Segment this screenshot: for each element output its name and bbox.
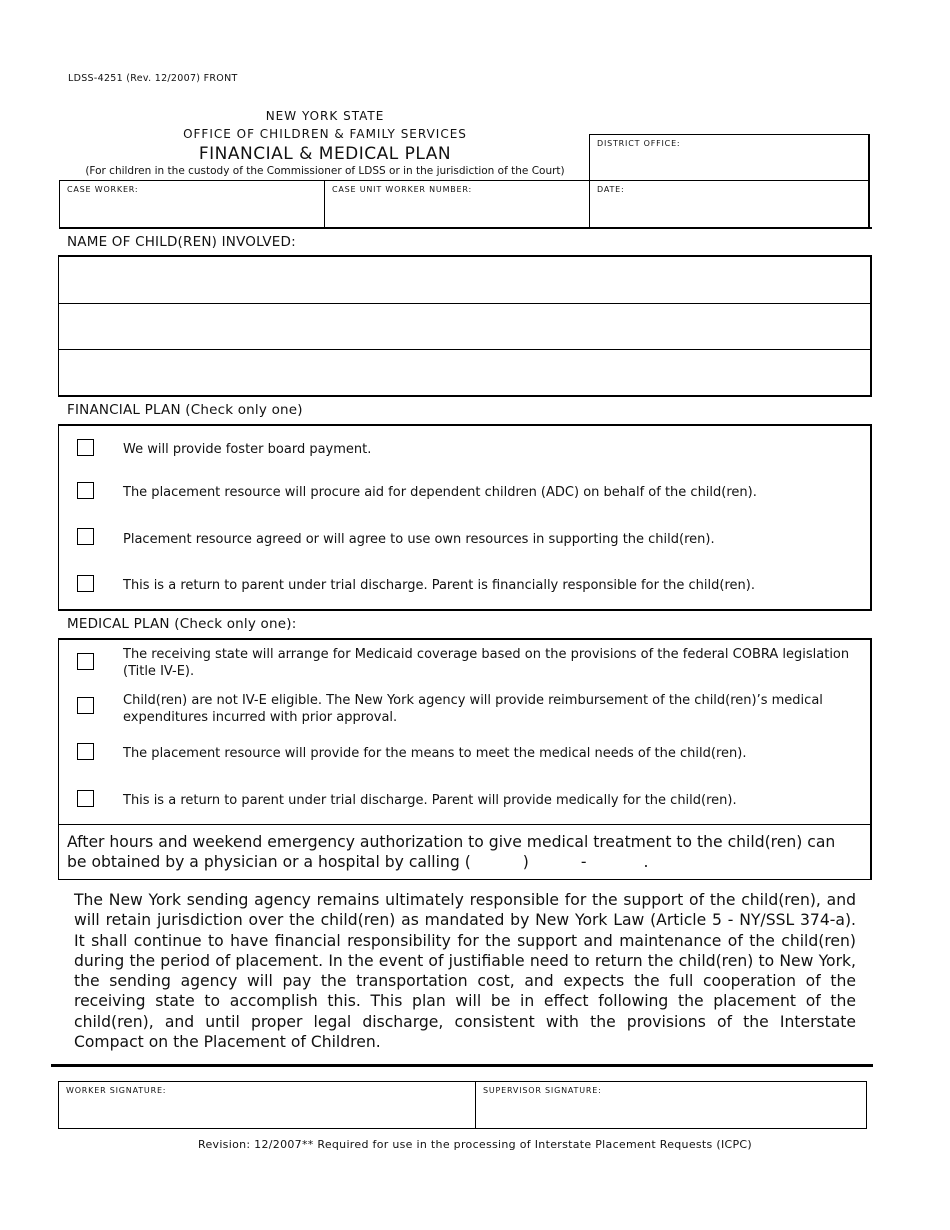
financial-option-2-checkbox[interactable] [77, 482, 94, 499]
children-table [58, 255, 872, 397]
phone-close-paren: ) [522, 853, 529, 871]
responsibility-paragraph: The New York sending agency remains ultimately responsible for the support of the child(ren), and will retain jurisdiction over the child(ren) as mandated by New York Law (Article 5 - NY/SSL 374-a). It shall continue to have financial responsibility for the support and maintenance of the child(ren) during the period of placement. In the event of justifiable need to return the child(ren) to New York, the sending agency will pay the transportation cost, and expects the full cooperation of the receiving state to accomplish this. This plan will be in effect following the placement of the child(ren), and until proper legal discharge, consistent with the provisions of the Interstate Compact on the Placement of Children. [74, 891, 856, 1052]
emergency-text-line2 [67, 853, 648, 871]
district-office-label: DISTRICT OFFICE: [597, 139, 681, 148]
section-divider [51, 1064, 873, 1067]
financial-option-2-label: The placement resource will procure aid for dependent children (ADC) on behalf of the child(ren). [123, 485, 757, 500]
case-worker-field[interactable] [59, 180, 325, 228]
child-name-row[interactable] [59, 349, 870, 395]
emergency-phone-prompt: be obtained by a physician or a hospital by calling ( [67, 853, 471, 871]
child-name-row[interactable] [59, 303, 870, 350]
worker-signature-field[interactable] [58, 1081, 476, 1129]
child-name-row[interactable] [59, 257, 870, 304]
district-office-field[interactable] [589, 134, 870, 181]
case-unit-worker-number-label: CASE UNIT WORKER NUMBER: [332, 185, 473, 194]
medical-option-4-label: This is a return to parent under trial discharge. Parent will provide medically for the child(ren). [123, 793, 737, 808]
financial-option-1-checkbox[interactable] [77, 439, 94, 456]
medical-option-3-checkbox[interactable] [77, 743, 94, 760]
supervisor-signature-label: SUPERVISOR SIGNATURE: [483, 1086, 602, 1095]
medical-plan-box [58, 638, 872, 880]
emergency-text-line1: After hours and weekend emergency authorization to give medical treatment to the child(ren) can [67, 833, 836, 851]
medical-option-1-checkbox[interactable] [77, 653, 94, 670]
worker-signature-label: WORKER SIGNATURE: [66, 1086, 167, 1095]
medical-option-4-checkbox[interactable] [77, 790, 94, 807]
supervisor-signature-field[interactable] [475, 1081, 867, 1129]
emergency-section [59, 824, 870, 879]
footer-revision-note: Revision: 12/2007** Required for use in the processing of Interstate Placement Requests (ICPC) [198, 1138, 752, 1151]
financial-plan-box [58, 424, 872, 611]
form-id: LDSS-4251 (Rev. 12/2007) FRONT [68, 73, 238, 84]
date-field[interactable] [589, 180, 870, 228]
financial-option-3-checkbox[interactable] [77, 528, 94, 545]
phone-period: . [643, 853, 649, 871]
case-unit-worker-number-field[interactable] [324, 180, 590, 228]
case-worker-label: CASE WORKER: [67, 185, 139, 194]
financial-option-1-label: We will provide foster board payment. [123, 442, 372, 457]
medical-option-3-label: The placement resource will provide for the means to meet the medical needs of the child(ren). [123, 746, 747, 761]
financial-option-4-label: This is a return to parent under trial discharge. Parent is financially responsible for the child(ren). [123, 578, 755, 593]
financial-option-4-checkbox[interactable] [77, 575, 94, 592]
medical-option-2-label: Child(ren) are not IV-E eligible. The New York agency will provide reimbursement of the child(ren)’s medical expenditures incurred with prior approval. [123, 693, 823, 725]
financial-option-3-label: Placement resource agreed or will agree to use own resources in supporting the child(ren). [123, 532, 715, 547]
phone-dash: - [580, 853, 587, 871]
divider [59, 227, 872, 229]
form-title: FINANCIAL & MEDICAL PLAN [198, 144, 452, 164]
children-section-title: NAME OF CHILD(REN) INVOLVED: [67, 234, 296, 250]
medical-option-1-label: The receiving state will arrange for Medicaid coverage based on the provisions of the federal COBRA legislation (Title IV-E). [123, 647, 850, 679]
form-subtitle: (For children in the custody of the Commissioner of LDSS or in the jurisdiction of the Court) [85, 165, 565, 177]
divider [868, 134, 870, 229]
header-office: OFFICE OF CHILDREN & FAMILY SERVICES [183, 127, 467, 141]
medical-option-2-checkbox[interactable] [77, 697, 94, 714]
header-state: NEW YORK STATE [265, 109, 385, 123]
medical-plan-title: MEDICAL PLAN (Check only one): [67, 616, 297, 632]
financial-plan-title: FINANCIAL PLAN (Check only one) [67, 402, 303, 418]
date-label: DATE: [597, 185, 625, 194]
